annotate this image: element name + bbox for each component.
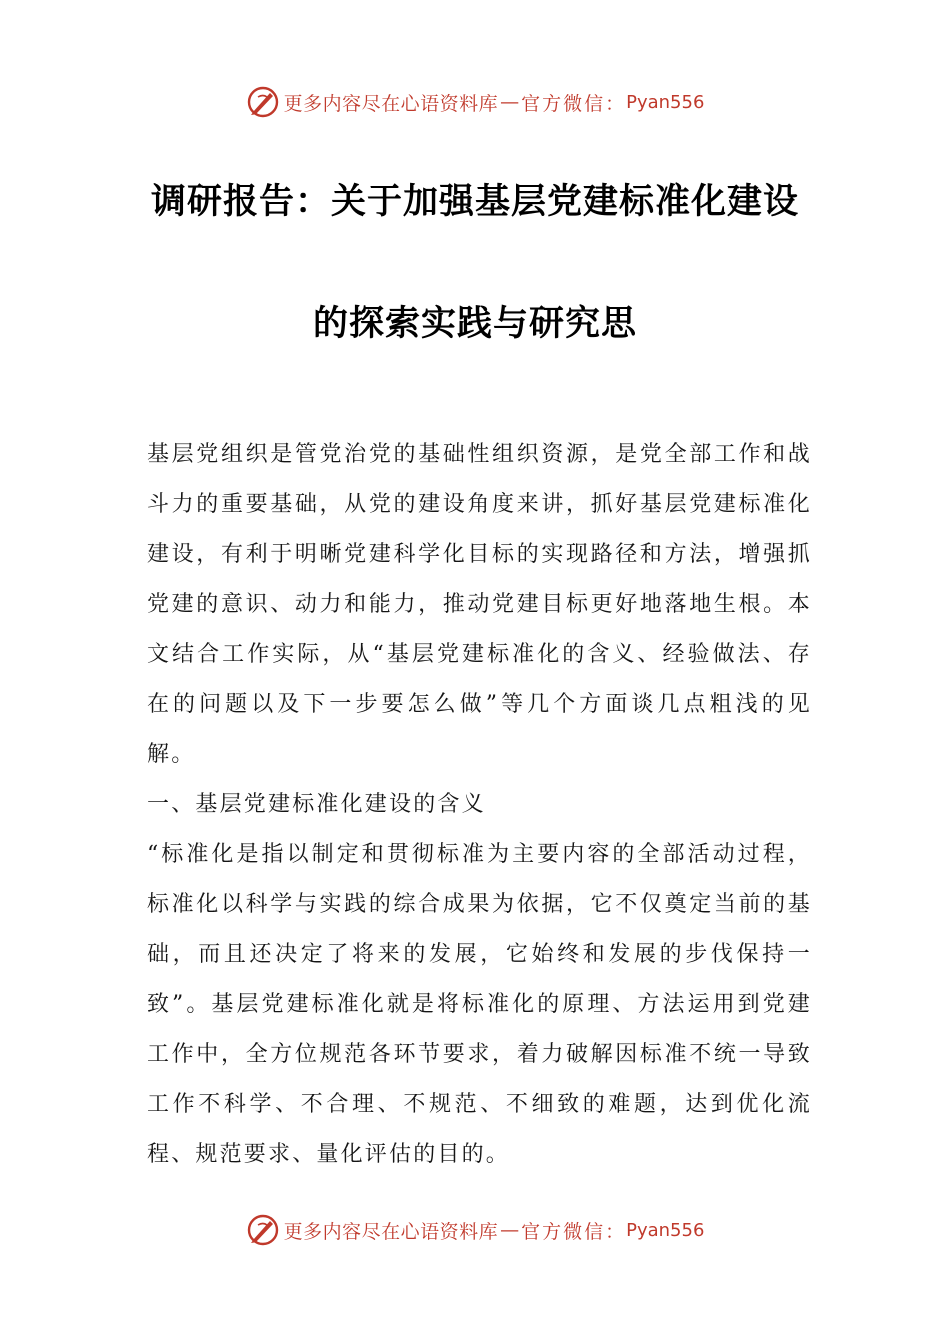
pen-logo-icon	[246, 1213, 280, 1247]
header-watermark	[0, 82, 950, 122]
watermark-wechat-label: 官方微信：	[521, 1220, 627, 1243]
watermark-wechat-id: Pyan556	[626, 91, 705, 113]
section-heading: 一、基层党建标准化建设的含义	[147, 792, 486, 817]
watermark-main-text: 更多内容尽在心语资料库	[283, 92, 499, 115]
document-title-line-1: 调研报告：关于加强基层党建标准化建设	[150, 182, 799, 222]
watermark-dash: —	[500, 91, 520, 113]
watermark-dash: —	[500, 1219, 520, 1241]
watermark-wechat-id: Pyan556	[626, 1219, 705, 1241]
footer-watermark	[0, 1210, 950, 1250]
intro-paragraph: 基层党组织是管党治党的基础性组织资源，是党全部工作和战斗力的重要基础，从党的建设角度来讲，抓好基层党建标准化建设，有利于明晰党建科学化目标的实现路径和方法，增强抓党建的意识、动力和能力，推动党建目标更好地落地生根。本文结合工作实际，从“基层党建标准化的含义、经验做法、存在的问题以及下一步要怎么做”等几个方面谈几点粗浅的见解。	[147, 442, 812, 767]
pen-logo-icon	[246, 85, 280, 119]
document-title-line-2: 的探索实践与研究思	[312, 304, 637, 344]
watermark-wechat-label: 官方微信：	[521, 92, 627, 115]
definition-paragraph: “标准化是指以制定和贯彻标准为主要内容的全部活动过程，标准化以科学与实践的综合成果为依据，它不仅奠定当前的基础，而且还决定了将来的发展，它始终和发展的步伐保持一致”。基层党建标准化就是将标准化的原理、方法运用到党建工作中，全方位规范各环节要求，着力破解因标准不统一导致工作不科学、不合理、不规范、不细致的难题，达到优化流程、规范要求、量化评估的目的。	[147, 842, 812, 1167]
watermark-main-text: 更多内容尽在心语资料库	[283, 1220, 499, 1243]
document-body	[147, 430, 812, 1180]
